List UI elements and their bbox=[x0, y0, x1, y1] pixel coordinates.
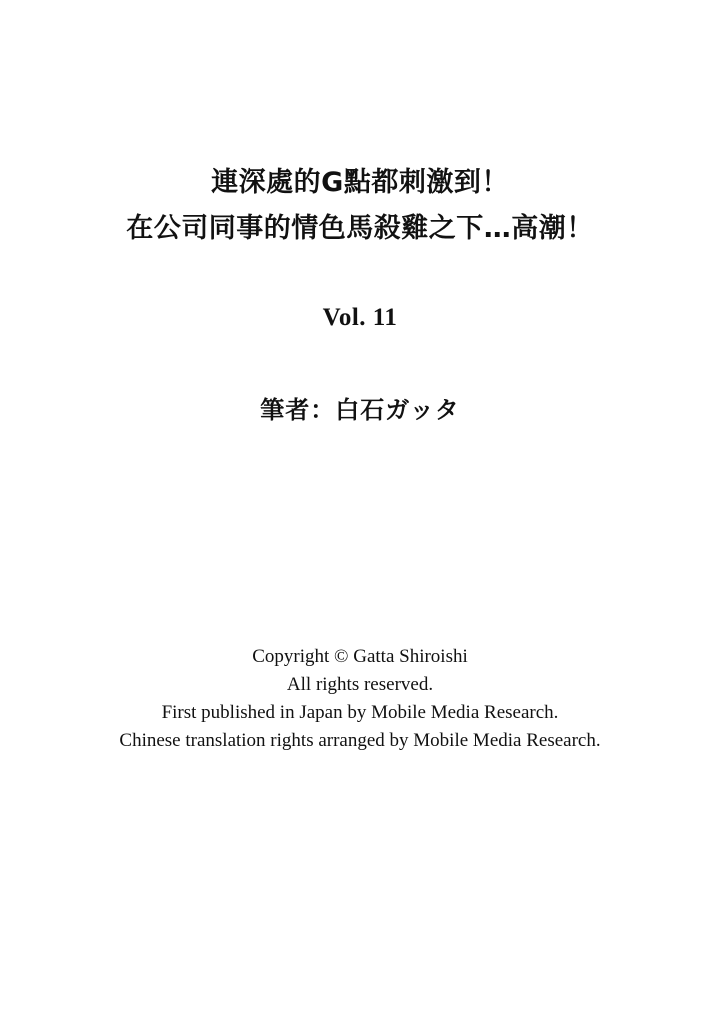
title-line-1: 連深處的G點都刺激到！ bbox=[211, 167, 509, 198]
copyright-line: All rights reserved. bbox=[286, 674, 434, 695]
author-label: 筆者：白石ガッタ bbox=[260, 396, 460, 424]
volume-label: Vol. 11 bbox=[322, 304, 398, 331]
title-block bbox=[0, 160, 720, 252]
title-line-2: 在公司同事的情色馬殺雞之下…高潮！ bbox=[126, 213, 594, 244]
copyright-line: First published in Japan by Mobile Media Research. bbox=[161, 702, 559, 723]
copyright-block bbox=[0, 643, 720, 755]
copyright-line: Chinese translation rights arranged by Mobile Media Research. bbox=[119, 730, 601, 751]
copyright-line: Copyright © Gatta Shiroishi bbox=[252, 646, 468, 667]
